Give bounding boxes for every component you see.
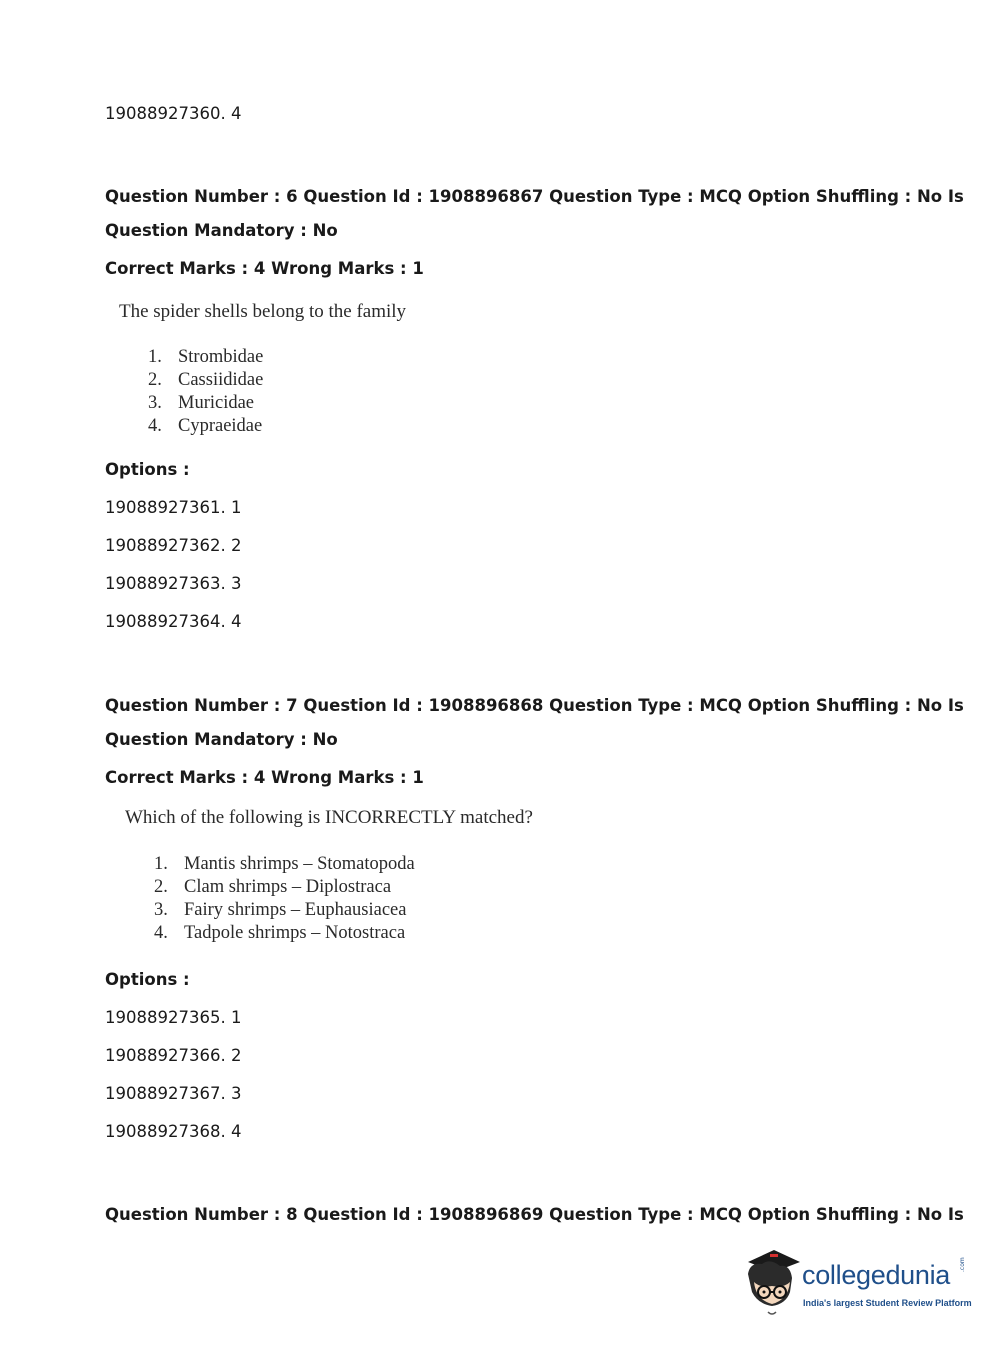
option-item: 19088927366. 2 (105, 1046, 242, 1065)
choice-text: Fairy shrimps – Euphausiacea (184, 900, 407, 920)
choice-list (148, 346, 263, 438)
choice-item (154, 876, 415, 899)
question-stem: The spider shells belong to the family (119, 301, 407, 322)
option-item: 19088927368. 4 (105, 1122, 242, 1141)
choice-item (148, 415, 263, 438)
choice-item (154, 899, 415, 922)
option-item: 19088927362. 2 (105, 536, 242, 555)
option-item: 19088927365. 1 (105, 1008, 242, 1027)
choice-item (154, 853, 415, 876)
choice-item (154, 922, 415, 945)
choice-number: 4. (148, 416, 162, 436)
logo-brand-text: collegedunia (802, 1260, 951, 1290)
choice-text: Muricidae (178, 393, 255, 413)
choice-number: 4. (154, 923, 168, 943)
options-label: Options : (105, 970, 190, 989)
question-marks: Correct Marks : 4 Wrong Marks : 1 (105, 259, 424, 278)
prev-option-4: 19088927360. 4 (105, 104, 242, 123)
choice-list (154, 853, 415, 945)
choice-text: Mantis shrimps – Stomatopoda (184, 854, 415, 874)
choice-text: Clam shrimps – Diplostraca (184, 877, 392, 897)
question-marks: Correct Marks : 4 Wrong Marks : 1 (105, 768, 424, 787)
question-header-line2: Question Mandatory : No (105, 730, 338, 749)
options-label: Options : (105, 460, 190, 479)
option-item: 19088927361. 1 (105, 498, 242, 517)
choice-item (148, 346, 263, 369)
choice-number: 1. (154, 854, 168, 874)
choice-text: Cassiididae (178, 370, 264, 390)
choice-number: 3. (154, 900, 168, 920)
choice-number: 3. (148, 393, 162, 413)
choice-text: Tadpole shrimps – Notostraca (184, 923, 406, 943)
mascot-icon (740, 1248, 804, 1320)
question-header-line1: Question Number : 6 Question Id : 1908896867 Question Type : MCQ Option Shuffling : No Is (105, 187, 964, 206)
logo-domain-suffix: .com (959, 1257, 966, 1272)
question-stem: Which of the following is INCORRECTLY matched? (125, 807, 533, 828)
choice-number: 2. (154, 877, 168, 897)
question-8-header: Question Number : 8 Question Id : 1908896869 Question Type : MCQ Option Shuffling : No Is (105, 1205, 964, 1224)
choice-text: Cypraeidae (178, 416, 263, 436)
question-header-line1: Question Number : 7 Question Id : 1908896868 Question Type : MCQ Option Shuffling : No Is (105, 696, 964, 715)
choice-item (148, 392, 263, 415)
choice-number: 2. (148, 370, 162, 390)
option-item: 19088927363. 3 (105, 574, 242, 593)
logo-tagline: India's largest Student Review Platform (803, 1298, 972, 1308)
collegedunia-logo (740, 1248, 970, 1320)
choice-item (148, 369, 263, 392)
option-item: 19088927364. 4 (105, 612, 242, 631)
choice-text: Strombidae (178, 347, 264, 367)
option-item: 19088927367. 3 (105, 1084, 242, 1103)
question-header-line2: Question Mandatory : No (105, 221, 338, 240)
choice-number: 1. (148, 347, 162, 367)
